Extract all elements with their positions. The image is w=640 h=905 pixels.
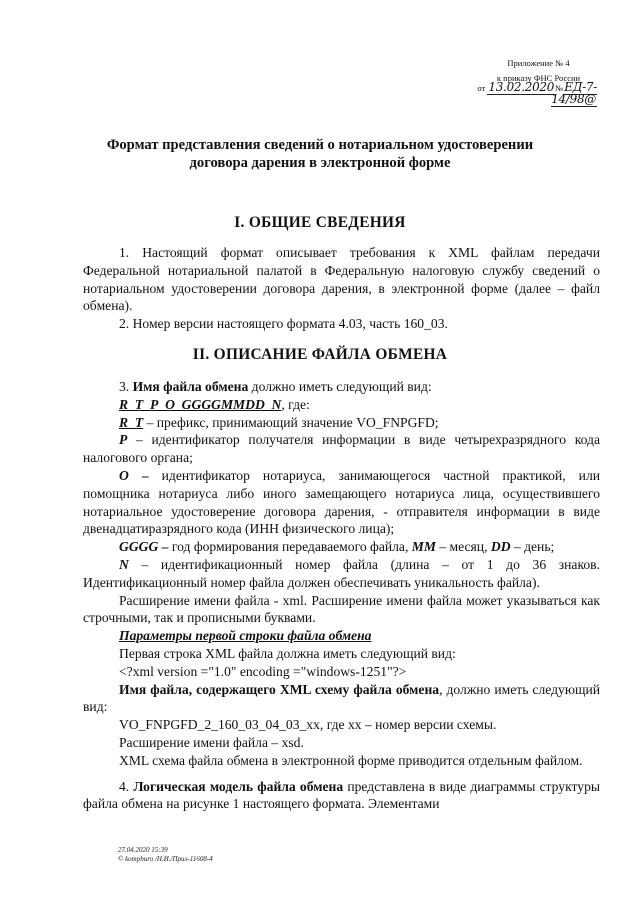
schema-extension: Расширение имени файла – xsd. [119,734,304,750]
prefix-term: R_T [119,414,144,430]
appendix-number: Приложение № 4 [507,58,570,68]
section-2-heading: II. ОПИСАНИЕ ФАЙЛА ОБМЕНА [192,346,448,363]
print-source: © kompburo /Н.И./Прил-11608-4 [118,855,213,863]
file-name-pattern-line [83,396,600,414]
recipient-term: P [119,432,128,448]
first-line-params-title: Параметры первой строки файла обмена [119,628,372,644]
year-text: год формирования передаваемого файла, [168,539,412,555]
date-definition [83,538,600,556]
id-number-text: – идентификационный номер файла (длина – от 1 до 36 знаков. Идентификационный номер файла должен обеспечивать уникальность файла). [83,556,600,590]
file-name-term: Имя файла обмена [132,379,249,394]
print-timestamp: 27.04.2020 15:39 [118,846,168,854]
month-term: MM [411,539,436,555]
schema-file-name-term: Имя файла, содержащего XML схему файла обмена [119,681,440,697]
schema-file-name: VO_FNPGFD_2_160_03_04_03_xx, где xx – номер версии схемы. [119,717,497,733]
prefix-definition [83,414,600,432]
recipient-definition [83,431,600,467]
id-number-definition [83,556,600,592]
first-line-params-heading [83,627,600,645]
file-name-pattern: R_T_P_O_GGGGMMDD_N [119,396,282,412]
prefix-text: – префикс, принимающий значение VO_FNPGFD; [143,414,439,430]
sender-term: O – [119,467,149,483]
appendix-date-line [440,82,597,106]
paragraph-3-number: 3. [119,379,133,394]
year-term: GGGG – [119,539,169,555]
paragraph-3 [83,378,600,396]
section-1-paragraph-1: 1. Настоящий формат описывает требования к XML файлам передачи Федеральной нотариальной палатой в Федеральную налоговую службу сведений о нотариальном удостоверении договора дарения, в электронной форме (далее – файл обмена). [83,245,600,314]
day-term: DD [490,539,511,555]
schema-file-name-rest: , должно иметь следующий вид: [83,681,600,715]
paragraph-4-number: 4. [119,778,134,794]
paragraph-4 [83,778,600,814]
paragraph-4-rest: представлена в виде диаграммы структуры файла обмена на рисунке 1 настоящего формата. Элементами [83,778,600,812]
section-1-body [83,244,600,333]
schema-file-name-paragraph [83,681,600,717]
sender-definition [83,467,600,538]
appendix-date: 13.02.2020 [488,80,555,94]
print-footer [118,846,213,864]
document-title [0,136,640,172]
id-number-term: N [119,556,129,572]
month-text: – месяц, [435,539,491,555]
section-1-heading: I. ОБЩИЕ СВЕДЕНИЯ [234,214,406,231]
appendix-from-prefix: от [477,83,486,93]
appendix-order-number: ЕД-7-14/98@ [551,80,597,106]
section-1-paragraph-2: 2. Номер версии настоящего формата 4.03, часть 160_03. [119,316,448,332]
file-extension-note: Расширение имени файла - xml. Расширение имени файла может указываться как строчными, так и прописными буквами. [83,592,600,626]
file-name-pattern-tail: , где: [281,396,310,412]
logical-model-term: Логическая модель файла обмена [133,778,344,794]
document-title-line1: Формат представления сведений о нотариальном удостоверении [106,137,534,153]
recipient-text: – идентификатор получателя информации в виде четырехразрядного кода налогового органа; [83,432,600,466]
paragraph-3-rest: должно иметь следующий вид: [248,379,432,394]
appendix-order-ref: к приказу ФНС России [496,73,581,83]
appendix-note [440,58,597,106]
day-text: – день; [510,539,555,555]
section-2-body [83,378,600,813]
schema-note: XML схема файла обмена в электронной форме приводится отдельным файлом. [119,752,583,768]
first-line-text: Первая строка XML файла должна иметь следующий вид: [119,645,456,661]
appendix-no-prefix: № [555,83,564,93]
document-title-line2: договора дарения в электронной форме [189,155,451,171]
xml-declaration: <?xml version ="1.0" encoding ="windows-1251"?> [119,663,407,679]
sender-text: идентификатор нотариуса, занимающегося частной практикой, или помощника нотариуса либо иного замещающего нотариуса лица, осуществившего нотариальное удостоверение договора дарения, - отправителя информации в виде двенадцатиразрядного кода (ИНН физического лица); [83,467,600,537]
